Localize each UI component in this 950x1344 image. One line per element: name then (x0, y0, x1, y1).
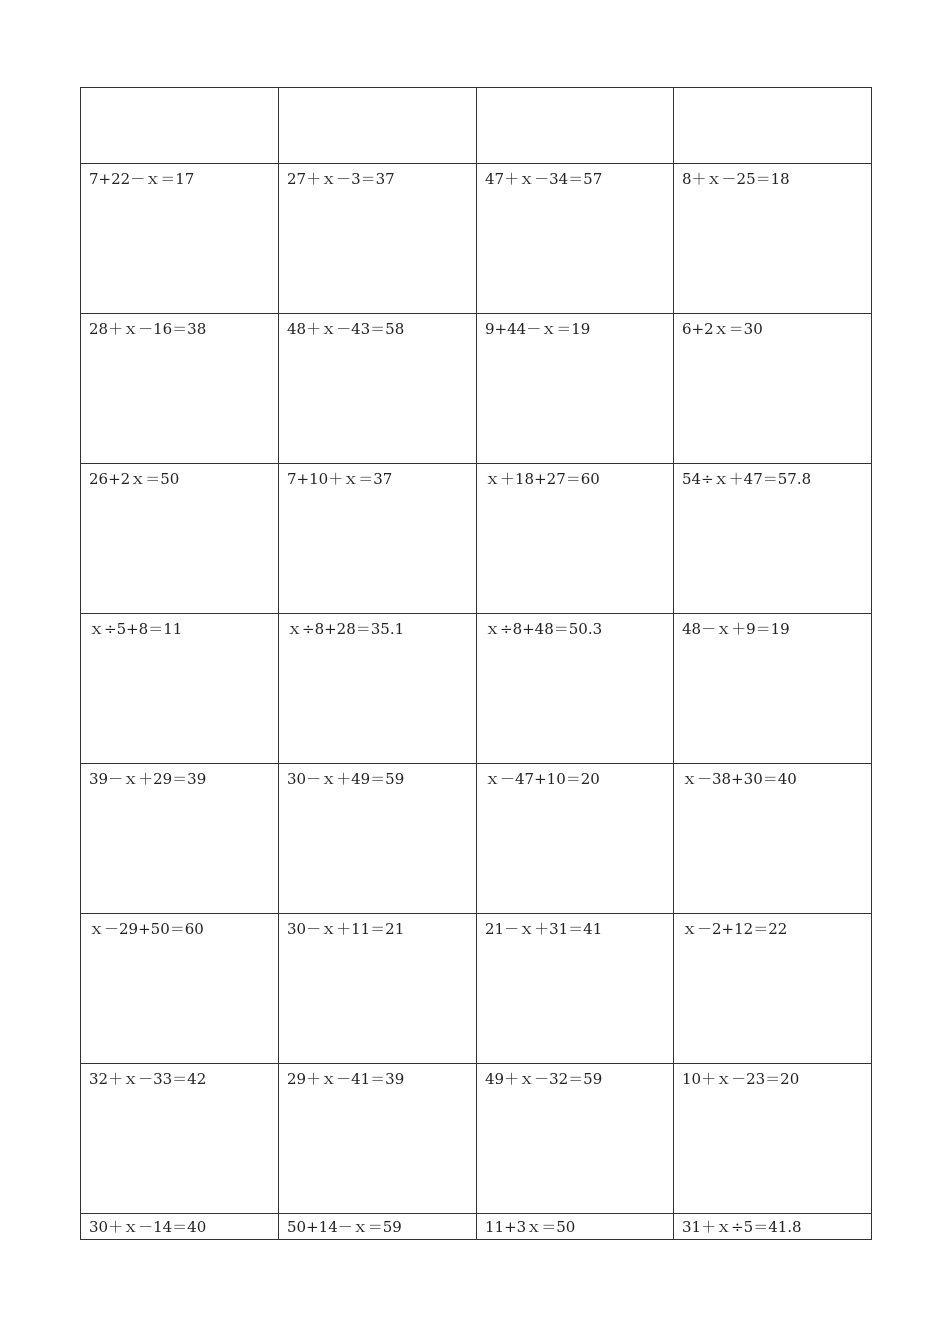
blank-cell (674, 88, 872, 164)
equation-cell: 30＋ｘ－14＝40 (81, 1214, 279, 1240)
equation-cell: ｘ－29+50＝60 (81, 914, 279, 1064)
equation-cell: ｘ÷8+48＝50.3 (477, 614, 674, 764)
equation-row (81, 1064, 872, 1214)
equation-cell: 7+22－ｘ＝17 (81, 164, 279, 314)
equation-cell: 26+2ｘ＝50 (81, 464, 279, 614)
equation-cell: 10＋ｘ－23＝20 (674, 1064, 872, 1214)
equation-cell: ｘ－38+30＝40 (674, 764, 872, 914)
equation-cell: 54÷ｘ＋47＝57.8 (674, 464, 872, 614)
equation-cell: 8＋ｘ－25＝18 (674, 164, 872, 314)
equation-cell: 21－ｘ＋31＝41 (477, 914, 674, 1064)
blank-cell (81, 88, 279, 164)
blank-header-row (81, 88, 872, 164)
equation-worksheet-table (80, 87, 872, 1240)
equation-cell: 9+44－ｘ＝19 (477, 314, 674, 464)
equation-cell: 48－ｘ＋9＝19 (674, 614, 872, 764)
equation-cell: 6+2ｘ＝30 (674, 314, 872, 464)
equation-cell: 32＋ｘ－33＝42 (81, 1064, 279, 1214)
equation-row (81, 314, 872, 464)
equation-cell: 7+10＋ｘ＝37 (279, 464, 477, 614)
equation-cell: 29＋ｘ－41＝39 (279, 1064, 477, 1214)
equation-cell: 30－ｘ＋11＝21 (279, 914, 477, 1064)
blank-cell (279, 88, 477, 164)
equation-cell: 30－ｘ＋49＝59 (279, 764, 477, 914)
equation-cell: ｘ÷5+8＝11 (81, 614, 279, 764)
equation-cell: ｘ－47+10＝20 (477, 764, 674, 914)
equation-cell: ｘ÷8+28＝35.1 (279, 614, 477, 764)
equation-cell: ｘ＋18+27＝60 (477, 464, 674, 614)
equation-cell: 49＋ｘ－32＝59 (477, 1064, 674, 1214)
equation-cell: 28＋ｘ－16＝38 (81, 314, 279, 464)
equation-row (81, 614, 872, 764)
equation-row (81, 764, 872, 914)
equation-cell: 27＋ｘ－3＝37 (279, 164, 477, 314)
equation-row (81, 464, 872, 614)
equation-cell: 48＋ｘ－43＝58 (279, 314, 477, 464)
equation-row (81, 164, 872, 314)
equation-row (81, 1214, 872, 1240)
equation-cell: 47＋ｘ－34＝57 (477, 164, 674, 314)
equation-cell: 31＋ｘ÷5＝41.8 (674, 1214, 872, 1240)
equation-cell: 50+14－ｘ＝59 (279, 1214, 477, 1240)
equation-cell: 11+3ｘ＝50 (477, 1214, 674, 1240)
blank-cell (477, 88, 674, 164)
equation-row (81, 914, 872, 1064)
equation-cell: 39－ｘ＋29＝39 (81, 764, 279, 914)
equation-cell: ｘ－2+12＝22 (674, 914, 872, 1064)
